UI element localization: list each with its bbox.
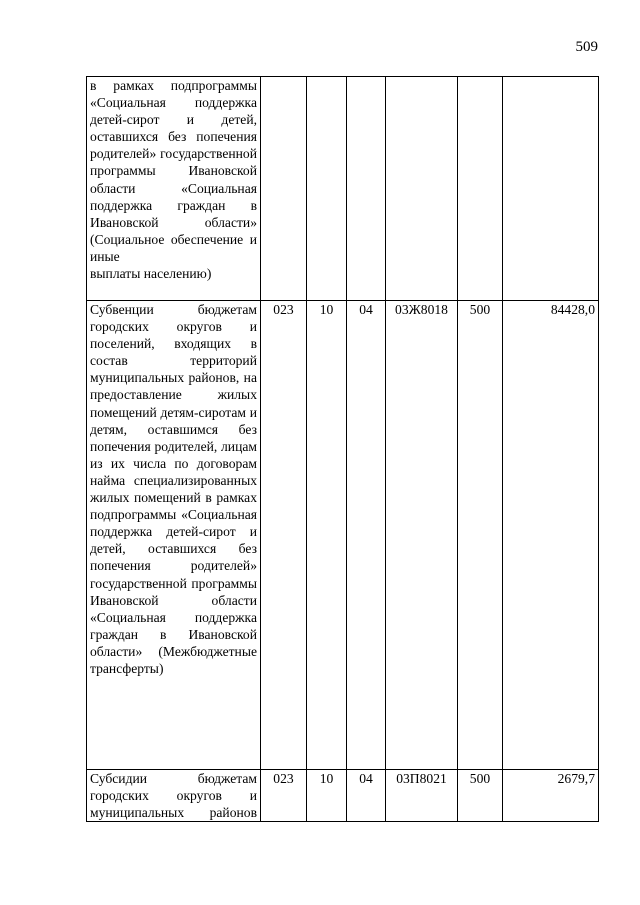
table-row	[87, 770, 599, 822]
section-code: 10	[307, 770, 347, 822]
description-text: Субсидии бюджетам городских округов и муниципальных районов	[90, 771, 257, 821]
description-text-end: выплаты населению)	[90, 266, 212, 282]
row-description	[87, 301, 261, 770]
expense-type-code: 500	[458, 301, 503, 770]
row-description	[87, 77, 261, 301]
table-row	[87, 77, 599, 301]
row-description	[87, 770, 261, 822]
section-code: 10	[307, 301, 347, 770]
expense-type-code	[458, 77, 503, 301]
description-text: Субвенции бюджетам городских округов и поселений, входящих в состав территорий муниципальных районов, на предоставление жилых помещений детям-сиротам и детям, оставшимся без попечения родителей, лицам из их числа по договорам найма специализированных жилых помещений в рамках подпрограммы «Социальная поддержка детей-сирот и детей, оставшихся без попечения родителей» государственной программы Ивановской области «Социальная поддержка граждан в Ивановской области» (Межбюджетные	[90, 302, 257, 659]
subsection-code	[347, 77, 386, 301]
expense-type-code: 500	[458, 770, 503, 822]
budget-table	[86, 76, 599, 822]
admin-code: 023	[261, 770, 307, 822]
target-article-code: 03Ж8018	[386, 301, 458, 770]
amount	[503, 77, 599, 301]
description-text-end: трансферты)	[90, 660, 164, 676]
target-article-code: 03П8021	[386, 770, 458, 822]
table-row	[87, 301, 599, 770]
target-article-code	[386, 77, 458, 301]
subsection-code: 04	[347, 301, 386, 770]
section-code	[307, 77, 347, 301]
admin-code: 023	[261, 301, 307, 770]
amount: 84428,0	[503, 301, 599, 770]
admin-code	[261, 77, 307, 301]
subsection-code: 04	[347, 770, 386, 822]
amount: 2679,7	[503, 770, 599, 822]
description-text: в рамках подпрограммы «Социальная поддержка детей-сирот и детей, оставшихся без попечения родителей» государственной программы Ивановской области «Социальная поддержка граждан в Ивановской области» (Социальное обеспечение и иные	[90, 78, 257, 264]
page-number: 509	[575, 39, 598, 55]
